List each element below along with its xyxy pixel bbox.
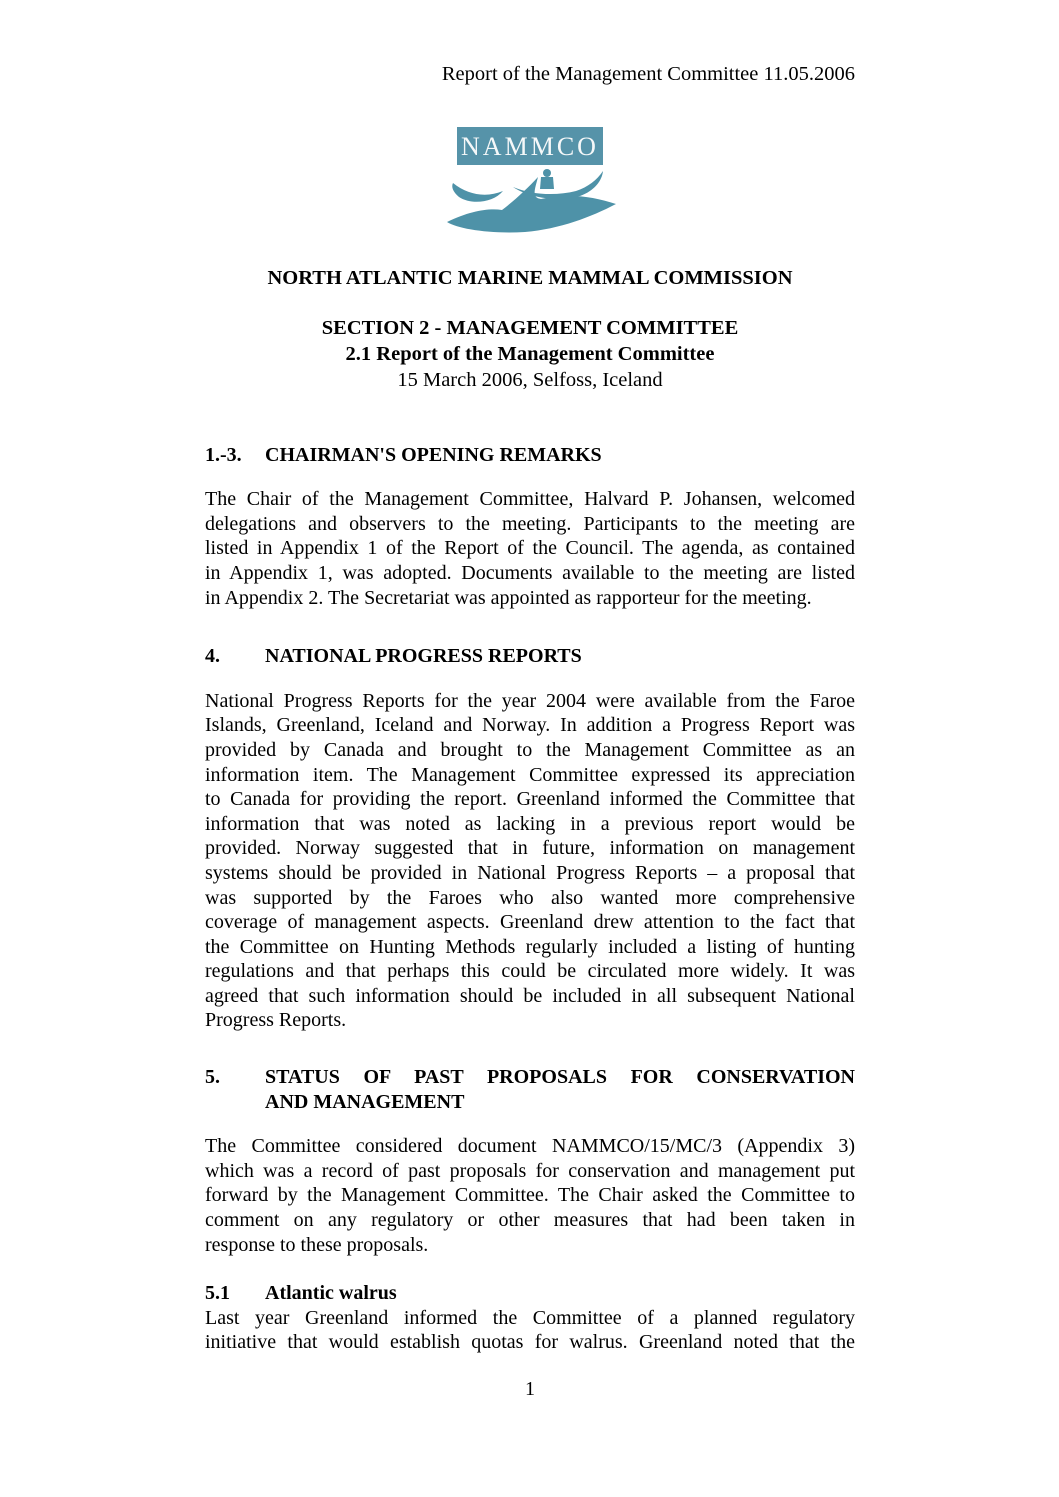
section-heading-text [265,1281,855,1306]
text-line: The Chair of the Management Committee, Halvard P. Johansen, welcomed [205,488,855,511]
section-number: 5.1 [205,1282,230,1305]
text-line: in Appendix 2. The Secretariat was appointed as rapporteur for the meeting. [205,586,812,609]
text-line: was supported by the Faroes who also wanted more comprehensive [205,886,855,909]
text-line: the Committee on Hunting Methods regularly included a listing of hunting [205,935,855,958]
commission-title: NORTH ATLANTIC MARINE MAMMAL COMMISSION [267,266,793,289]
section-number: 1.-3. [205,443,242,466]
text-line: to Canada for providing the report. Greenland informed the Committee that [205,788,855,811]
text-line: NATIONAL PROGRESS REPORTS [265,645,582,668]
text-line: agreed that such information should be included in all subsequent National [205,984,855,1007]
text-line: in Appendix 1, was adopted. Documents available to the meeting are listed [205,561,855,584]
text-line: Atlantic walrus [265,1282,397,1305]
text-line: response to these proposals. [205,1233,429,1256]
text-line: information item. The Management Committee expressed its appreciation [205,763,855,786]
text-line: initiative that would establish quotas for walrus. Greenland noted that the [205,1331,855,1354]
section-title: SECTION 2 - MANAGEMENT COMMITTEE [321,316,739,339]
date-place-line: 15 March 2006, Selfoss, Iceland [397,368,663,391]
paragraph [205,689,855,1033]
section-national-progress-reports [205,644,855,1033]
text-line: provided. Norway suggested that in future, information on management [205,837,855,860]
text-line: The Committee considered document NAMMCO/15/MC/3 (Appendix 3) [205,1135,855,1158]
section-atlantic-walrus [205,1281,855,1355]
text-line: National Progress Reports for the year 2004 were available from the Faroe [205,689,855,712]
section-status-past-proposals [205,1065,855,1257]
paragraph [205,1306,855,1355]
page-content [205,0,855,1355]
running-header: Report of the Management Committee 11.05.2006 [441,63,855,85]
paragraph [205,487,855,610]
section-chairmans-remarks [205,443,855,611]
text-line: Progress Reports. [205,1009,347,1032]
section-number: 4. [205,645,220,668]
text-line: AND MANAGEMENT [265,1090,465,1113]
section-heading [205,443,855,468]
text-line: regulations and that perhaps this could be circulated more widely. It was [205,960,855,983]
text-line: delegations and observers to the meeting. Participants to the meeting are [205,512,855,535]
title-block [205,315,855,393]
text-line: information that was noted as lacking in a previous report would be [205,812,855,835]
section-heading [205,1281,855,1306]
text-line: which was a record of past proposals for conservation and management put [205,1159,855,1182]
text-line: Islands, Greenland, Iceland and Norway. In addition a Progress Report was [205,714,855,737]
nammco-logo-icon [440,121,620,243]
text-line: coverage of management aspects. Greenland drew attention to the fact that [205,911,855,934]
text-line: CHAIRMAN'S OPENING REMARKS [265,443,602,466]
text-line: forward by the Management Committee. The Chair asked the Committee to [205,1184,855,1207]
page-number: 1 [525,1378,535,1400]
paragraph [205,1134,855,1257]
section-number: 5. [205,1066,220,1089]
section-heading-text [265,644,855,669]
text-line: listed in Appendix 1 of the Report of the Council. The agenda, as contained [205,537,855,560]
section-heading [205,644,855,669]
report-title: 2.1 Report of the Management Committee [345,342,715,365]
section-heading-text [265,1065,855,1114]
section-heading [205,1065,855,1114]
text-line: STATUS OF PAST PROPOSALS FOR CONSERVATION [265,1066,855,1089]
section-heading-text [265,443,855,468]
logo-container [205,121,855,243]
text-line: comment on any regulatory or other measures that had been taken in [205,1209,855,1232]
text-line: systems should be provided in National Progress Reports – a proposal that [205,861,855,884]
boat-and-whale-art [447,169,616,232]
text-line: Last year Greenland informed the Committee of a planned regulatory [205,1306,855,1329]
text-line: provided by Canada and brought to the Management Committee as an [205,738,855,761]
logo-acronym: NAMMCO [461,131,599,161]
